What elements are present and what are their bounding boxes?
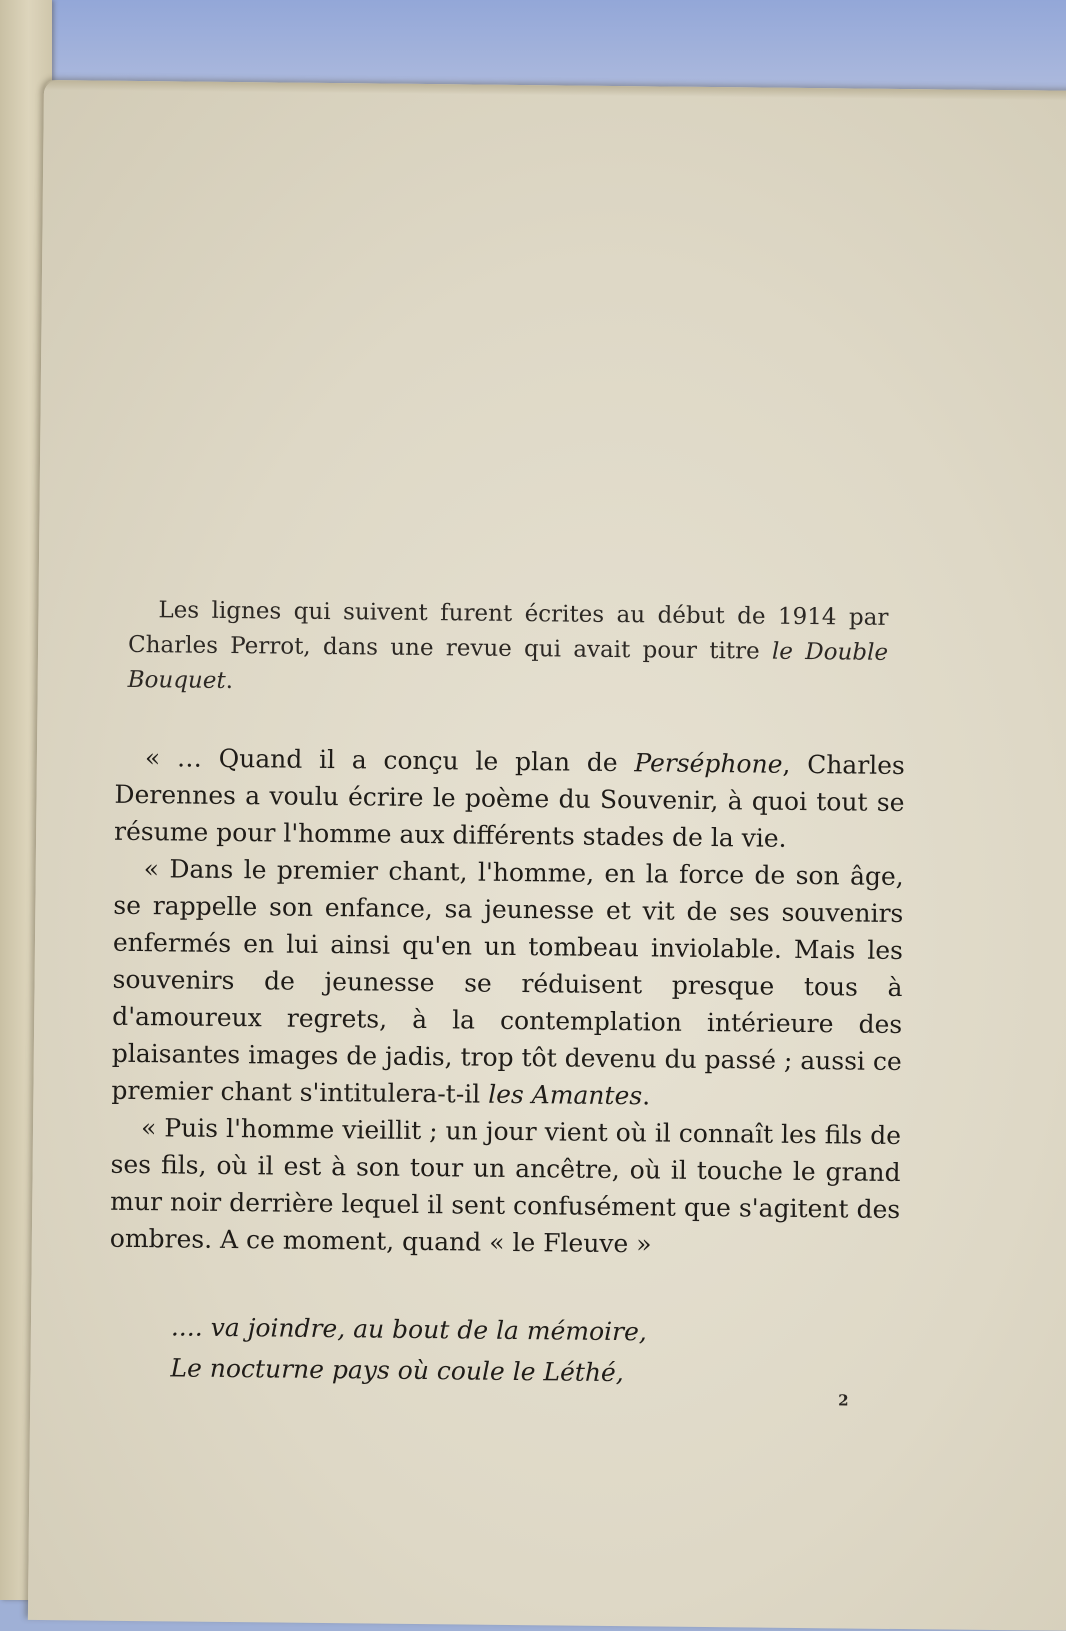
verse-line-1: .... va joindre, au bout de la mémoire, <box>170 1312 647 1347</box>
paragraph-2-end: . <box>642 1081 651 1111</box>
intro-text: Les lignes qui suivent furent écrites au début de 1914 par Charles Perrot, dans une revue qui avait pour titre <box>127 597 889 665</box>
signature-mark: 2 <box>838 1391 849 1410</box>
book-page <box>28 80 1066 1631</box>
paragraph-2-start: « Dans le premier chant, l'homme, en la force de son âge, se rappelle son enfance, sa jeunesse et vit de ses souvenirs enfermés en lui ainsi qu'en un tombeau inviolable. Mais les souvenirs de jeunesse se réduisent presque tous à d'amoureux regrets, à la contemplation intérieure des plaisantes images de jadis, trop tôt devenu du passé ; aussi ce premier chant s'intitulera-t-il <box>111 854 904 1109</box>
paragraph-1 <box>114 739 905 858</box>
verse-line-2: Le nocturne pays où coule le Léthé, <box>170 1353 624 1388</box>
paragraph-1-start: « … Quand il a conçu le plan de <box>144 743 635 778</box>
paragraph-3: « Puis l'homme vieillit ; un jour vient où il connaît les fils de ses fils, où il est à son tour un ancêtre, où il touche le grand mur noir derrière lequel il sent confusément que s'agitent des ombres. A ce moment, quand « le Fleuve » <box>109 1113 902 1259</box>
paragraph-1-end: , Charles Derennes a voulu écrire le poème du Souvenir, à quoi tout se résume pour l'homme aux différents stades de la vie. <box>113 749 906 853</box>
verse-quote <box>170 1306 771 1394</box>
intro-end: . <box>225 667 234 695</box>
intro-paragraph <box>128 593 889 706</box>
paragraph-2 <box>111 850 904 1117</box>
paragraph-2-italic: les Amantes <box>488 1079 643 1111</box>
paragraph-1-italic: Perséphone <box>634 748 783 779</box>
intro-italic-title: le Double Bouquet <box>127 638 889 694</box>
quoted-text-block <box>110 739 905 1265</box>
